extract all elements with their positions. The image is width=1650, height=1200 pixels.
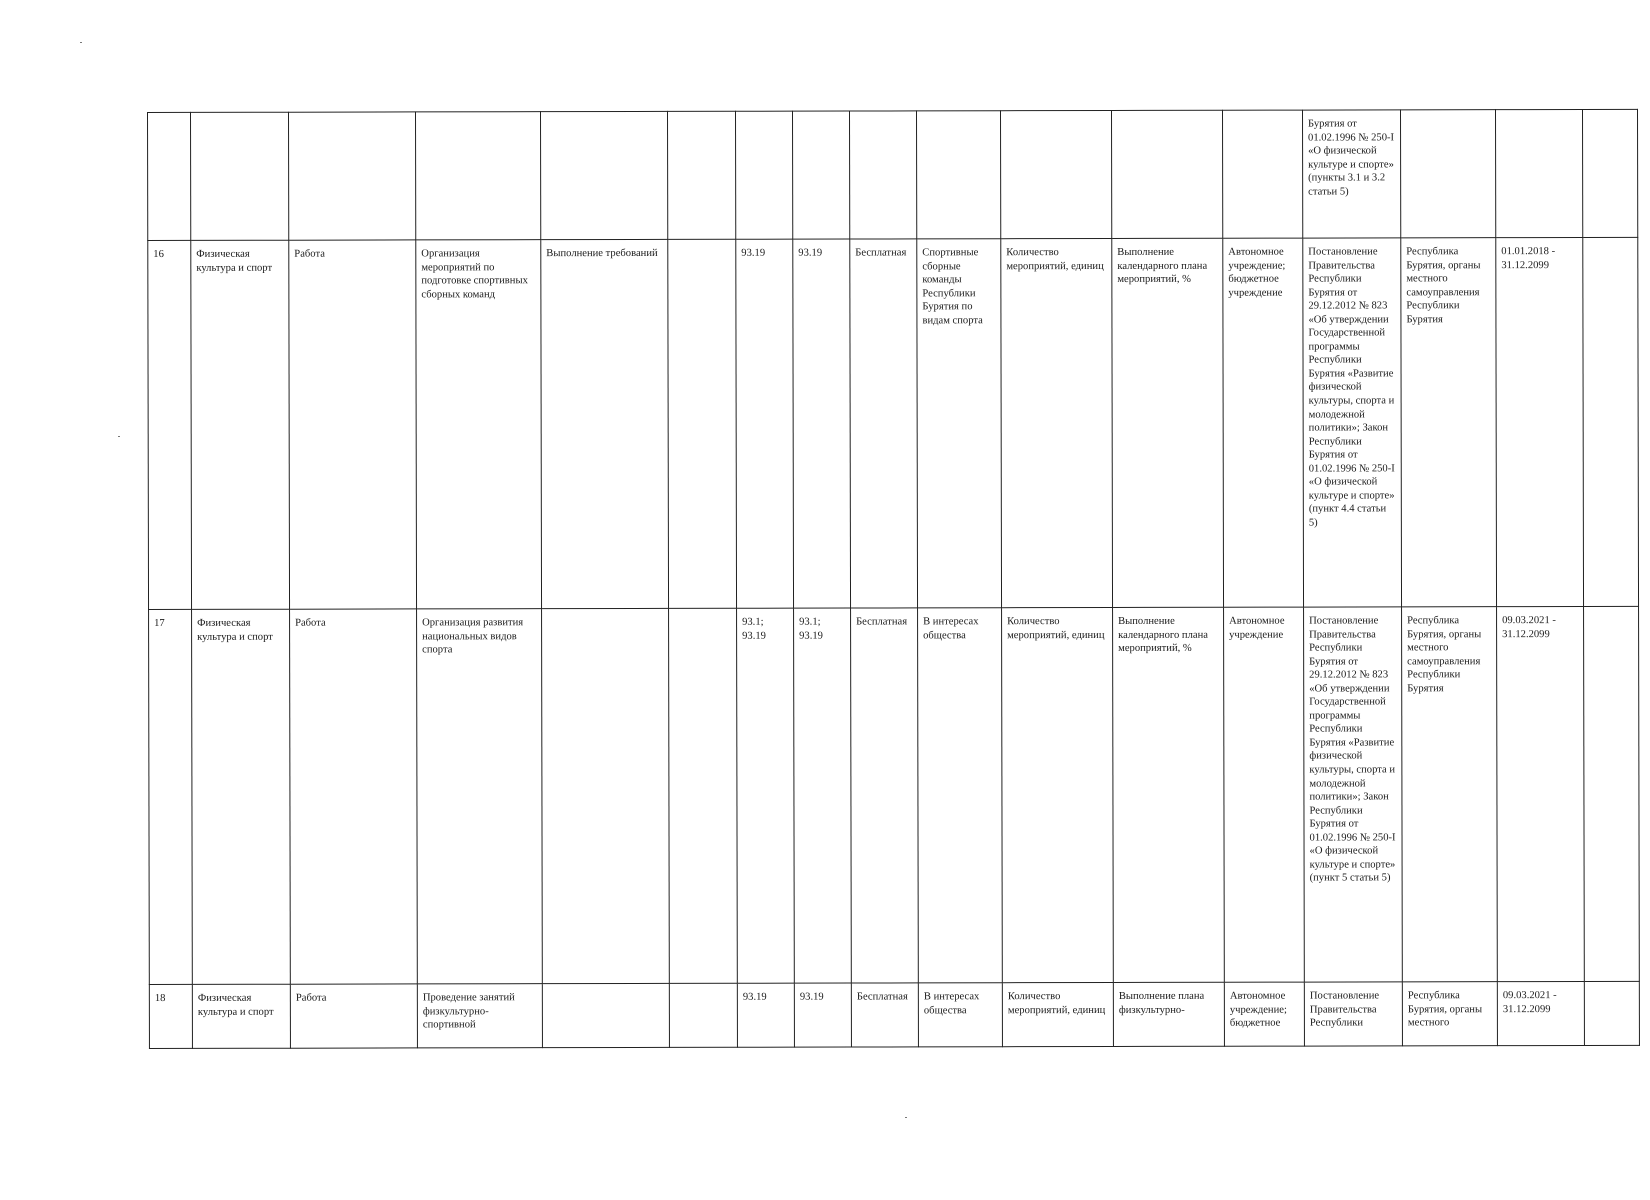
cell-legal-acts: Бурятия от 01.02.1996 № 250-I «О физической культуре и спорте» (пункты 3.1 и 3.2 статьи 5) <box>1302 110 1400 238</box>
cell-period: 09.03.2021 - 31.12.2099 <box>1497 606 1585 981</box>
cell-name: Организация развития национальных видов спорта <box>417 609 543 984</box>
cell-payment: Бесплатная <box>851 608 919 983</box>
cell-type: Работа <box>289 240 417 609</box>
cell-authority: Республика Бурятия, органы местного <box>1402 982 1497 1046</box>
cell-legal-acts: Постановление Правительства Республики <box>1304 982 1402 1046</box>
cell-col17 <box>1583 237 1639 606</box>
cell-sphere <box>191 112 289 240</box>
cell-col6 <box>669 608 738 983</box>
cell-volume-indicator: Количество мероприятий, единиц <box>1002 982 1113 1046</box>
cell-payment: Бесплатная <box>851 983 918 1047</box>
scan-speck <box>80 42 82 43</box>
cell-col6 <box>667 111 735 239</box>
cell-quality-indicator <box>1111 110 1222 238</box>
scan-speck <box>118 436 120 437</box>
cell-number: 17 <box>149 609 193 984</box>
cell-volume-indicator: Количество мероприятий, единиц <box>1002 607 1114 982</box>
cell-name: Проведение занятий физкультурно-спортивной <box>417 984 542 1048</box>
services-register-table <box>147 109 1640 1049</box>
cell-institution-type: Автономное учреждение; бюджетное учреждение <box>1223 238 1304 607</box>
cell-volume-indicator <box>1000 110 1111 238</box>
cell-institution-type <box>1222 110 1302 238</box>
cell-consumers: В интересах общества <box>918 608 1003 983</box>
table-row <box>148 109 1638 240</box>
cell-col17 <box>1582 109 1637 237</box>
cell-col17 <box>1584 981 1639 1045</box>
scan-speck <box>905 1117 907 1118</box>
table-row <box>149 981 1639 1048</box>
cell-number: 16 <box>148 240 192 609</box>
cell-legal-acts: Постановление Правительства Республики Бурятия от 29.12.2012 № 823 «Об утверждении Государственной программы Республики Бурятия «Развитие физической культуры, спорта и молодежной политики»; Закон Республики Бурятия от 01.02.1996 № 250-I «О физической культуре и спорте» (пункт 4.4 статьи 5) <box>1303 238 1402 607</box>
cell-content <box>542 608 670 983</box>
cell-consumers <box>916 111 1000 239</box>
cell-okved-1: 93.19 <box>736 239 794 608</box>
cell-authority: Республика Бурятия, органы местного самоуправления Республики Бурятия <box>1401 238 1497 607</box>
cell-okved-2 <box>792 111 849 239</box>
cell-type: Работа <box>290 609 418 984</box>
cell-okved-1: 93.19 <box>737 983 794 1047</box>
cell-sphere: Физическая культура и спорт <box>192 984 290 1048</box>
cell-okved-2: 93.19 <box>794 983 851 1047</box>
cell-type <box>289 112 416 240</box>
cell-col6 <box>668 239 737 608</box>
cell-col17 <box>1584 606 1640 981</box>
cell-content <box>541 111 668 239</box>
cell-authority <box>1400 110 1495 238</box>
cell-content <box>542 983 669 1047</box>
cell-consumers: Спортивные сборные команды Республики Бурятия по видам спорта <box>917 239 1002 608</box>
cell-institution-type: Автономное учреждение <box>1224 607 1305 982</box>
table-row <box>148 237 1639 609</box>
cell-authority: Республика Бурятия, органы местного самоуправления Республики Бурятия <box>1402 607 1498 982</box>
cell-okved-1: 93.1; 93.19 <box>737 608 795 983</box>
cell-number: 18 <box>149 984 192 1048</box>
cell-name <box>416 112 541 240</box>
cell-okved-1 <box>735 111 792 239</box>
cell-legal-acts: Постановление Правительства Республики Бурятия от 29.12.2012 № 823 «Об утверждении Государственной программы Республики Бурятия «Развитие физической культуры, спорта и молодежной политики»; Закон Республики Бурятия от 01.02.1996 № 250-I «О физической культуре и спорте» (пункт 5 статьи 5) <box>1304 607 1403 982</box>
cell-quality-indicator: Выполнение календарного плана мероприятий, % <box>1112 238 1224 607</box>
cell-volume-indicator: Количество мероприятий, единиц <box>1001 238 1113 607</box>
cell-okved-2: 93.1; 93.19 <box>794 608 852 983</box>
cell-institution-type: Автономное учреждение; бюджетное <box>1224 982 1304 1046</box>
cell-type: Работа <box>290 984 417 1048</box>
cell-period <box>1495 109 1582 237</box>
cell-okved-2: 93.19 <box>793 239 851 608</box>
cell-name: Организация мероприятий по подготовке спортивных сборных команд <box>416 240 542 609</box>
cell-sphere: Физическая культура и спорт <box>192 609 291 984</box>
cell-number <box>148 112 191 240</box>
cell-period: 09.03.2021 - 31.12.2099 <box>1497 981 1584 1045</box>
cell-content: Выполнение требований <box>541 239 669 608</box>
cell-quality-indicator: Выполнение календарного плана мероприятий, % <box>1113 607 1225 982</box>
cell-payment <box>849 111 916 239</box>
table-row <box>149 606 1640 984</box>
cell-payment: Бесплатная <box>850 239 918 608</box>
cell-period: 01.01.2018 - 31.12.2099 <box>1496 237 1584 606</box>
cell-quality-indicator: Выполнение плана физкультурно- <box>1113 982 1224 1046</box>
cell-sphere: Физическая культура и спорт <box>191 240 290 609</box>
cell-consumers: В интересах общества <box>918 983 1002 1047</box>
cell-col6 <box>669 983 737 1047</box>
